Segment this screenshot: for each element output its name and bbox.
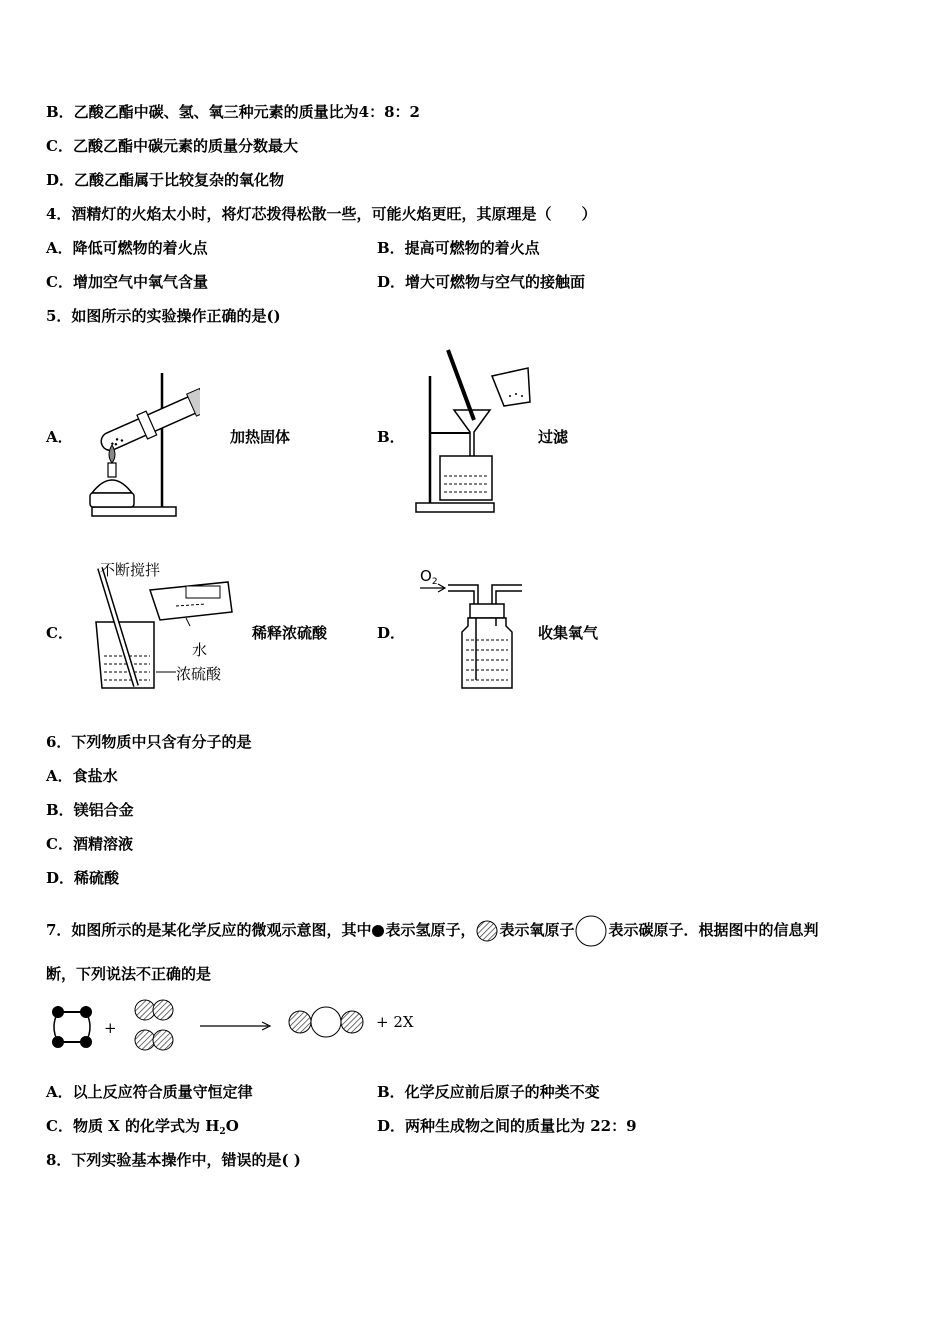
q8-stem: 8．下列实验基本操作中，错误的是( ) bbox=[46, 1151, 301, 1169]
q5-option-a-letter: A． bbox=[46, 428, 73, 446]
q7-option-b: B．化学反应前后原子的种类不变 bbox=[377, 1083, 600, 1101]
carbon-atom-icon bbox=[574, 914, 608, 948]
oxygen-atom-icon bbox=[475, 919, 499, 943]
reactant-plus: + bbox=[104, 1019, 117, 1037]
conc-acid-note: 浓硫酸 bbox=[176, 665, 222, 683]
q4-stem: 4．酒精灯的火焰太小时，将灯芯拨得松散一些，可能火焰更旺，其原理是（ ） bbox=[46, 205, 597, 223]
carbon-dioxide-molecule bbox=[289, 1007, 363, 1037]
filtration-figure bbox=[412, 348, 532, 518]
q4-option-b: B．提高可燃物的着火点 bbox=[377, 239, 540, 257]
heating-solid-figure bbox=[80, 365, 200, 525]
q3-option-b: B．乙酸乙酯中碳、氢、氧三种元素的质量比为4：8：2 bbox=[46, 103, 420, 121]
q4-option-d: D．增大可燃物与空气的接触面 bbox=[377, 273, 586, 291]
oxygen-label: $O_2$ bbox=[420, 567, 438, 587]
q7-stem-line2: 断，下列说法不正确的是 bbox=[46, 965, 212, 983]
product-extra: + 2X bbox=[376, 1013, 414, 1031]
q6-option-a: A．食盐水 bbox=[46, 767, 118, 785]
q5-option-d-label: 收集氧气 bbox=[538, 624, 599, 642]
q6-option-b: B．镁铝合金 bbox=[46, 801, 134, 819]
q6-option-d: D．稀硫酸 bbox=[46, 869, 120, 887]
q5-option-c-letter: C． bbox=[46, 624, 73, 642]
q6-option-c: C．酒精溶液 bbox=[46, 835, 133, 853]
stir-continuously-note: 不断搅拌 bbox=[100, 561, 161, 579]
q7-stem-line1: 7．如图所示的是某化学反应的微观示意图，其中 表示氢原子， 表示氧原子 表示碳原子．根据图中的信息判 bbox=[46, 914, 819, 948]
q6-stem: 6．下列物质中只含有分子的是 bbox=[46, 733, 252, 751]
collect-oxygen-figure bbox=[418, 580, 528, 692]
water-note: 水 bbox=[192, 641, 208, 659]
q7-option-c: C．物质 X 的化学式为 $H_2O$ bbox=[46, 1117, 239, 1137]
q4-option-c: C．增加空气中氧气含量 bbox=[46, 273, 208, 291]
methane-molecule bbox=[52, 1006, 92, 1048]
q5-stem: 5．如图所示的实验操作正确的是() bbox=[46, 307, 281, 325]
oxygen-molecules bbox=[135, 1000, 173, 1050]
q3-option-c: C．乙酸乙酯中碳元素的质量分数最大 bbox=[46, 137, 298, 155]
hydrogen-atom-icon bbox=[371, 924, 385, 938]
q5-option-a-label: 加热固体 bbox=[230, 428, 291, 446]
q5-option-d-letter: D． bbox=[377, 624, 406, 642]
q7-option-a: A．以上反应符合质量守恒定律 bbox=[46, 1083, 253, 1101]
reaction-arrow bbox=[200, 1022, 270, 1030]
q5-option-b-letter: B． bbox=[377, 428, 405, 446]
q4-option-a: A．降低可燃物的着火点 bbox=[46, 239, 208, 257]
q5-option-c-label: 稀释浓硫酸 bbox=[252, 624, 328, 642]
q3-option-d: D．乙酸乙酯属于比较复杂的氧化物 bbox=[46, 171, 285, 189]
q5-option-b-label: 过滤 bbox=[538, 428, 569, 446]
q7-option-d: D．两种生成物之间的质量比为 22：9 bbox=[377, 1117, 637, 1135]
